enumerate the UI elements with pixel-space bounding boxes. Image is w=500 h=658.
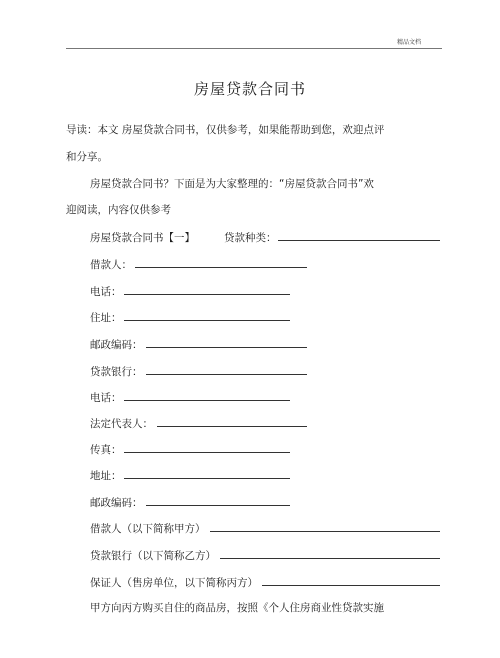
party-b-label: 贷款银行（以下简称乙方）	[90, 550, 216, 562]
borrower-blank	[135, 258, 307, 268]
legal-rep-label: 法定代表人：	[90, 418, 153, 430]
party-a-label: 借款人（以下简称甲方）	[90, 523, 206, 535]
bank-label: 贷款银行：	[90, 366, 143, 378]
bank-phone-label: 电话：	[90, 392, 122, 404]
party-c-blank	[262, 576, 440, 586]
fax-label: 传真：	[90, 444, 122, 456]
phone-label: 电话：	[90, 286, 122, 298]
address-blank	[124, 311, 290, 321]
intro-line-2: 和分享。	[66, 151, 108, 163]
borrower-label: 借款人：	[90, 259, 132, 271]
party-a-blank	[210, 522, 440, 532]
address-label: 住址：	[90, 312, 122, 324]
bank-blank	[146, 365, 307, 375]
closing-paragraph: 甲方向丙方购买自住的商品房，按照《个人住房商业性贷款实施	[90, 602, 384, 614]
legal-rep-blank	[157, 417, 307, 427]
intro-line-1: 导读：本文 房屋贷款合同书，仅供参考，如果能帮助到您，欢迎点评	[66, 124, 385, 136]
intro-line-3: 房屋贷款合同书？下面是为大家整理的：“房屋贷款合同书”欢	[90, 178, 374, 190]
intro-line-4: 迎阅读，内容仅供参考	[66, 204, 171, 216]
header-tag: 精品文档	[397, 39, 422, 46]
phone-blank	[124, 285, 290, 295]
document-title: 房屋贷款合同书	[193, 80, 306, 98]
bank-postcode-blank	[146, 496, 290, 506]
header-divider	[66, 48, 442, 49]
bank-address-blank	[124, 469, 290, 479]
postcode-label: 邮政编码：	[90, 339, 143, 351]
party-c-label: 保证人（售房单位，以下简称丙方）	[90, 577, 258, 589]
section-heading: 房屋贷款合同书【一】	[90, 232, 195, 244]
bank-phone-blank	[124, 391, 290, 401]
postcode-blank	[146, 338, 307, 348]
loan-type-blank	[278, 231, 440, 241]
party-b-blank	[220, 549, 440, 559]
fax-blank	[124, 443, 290, 453]
bank-address-label: 地址：	[90, 470, 122, 482]
loan-type-label: 贷款种类：	[224, 232, 277, 244]
bank-postcode-label: 邮政编码：	[90, 497, 143, 509]
